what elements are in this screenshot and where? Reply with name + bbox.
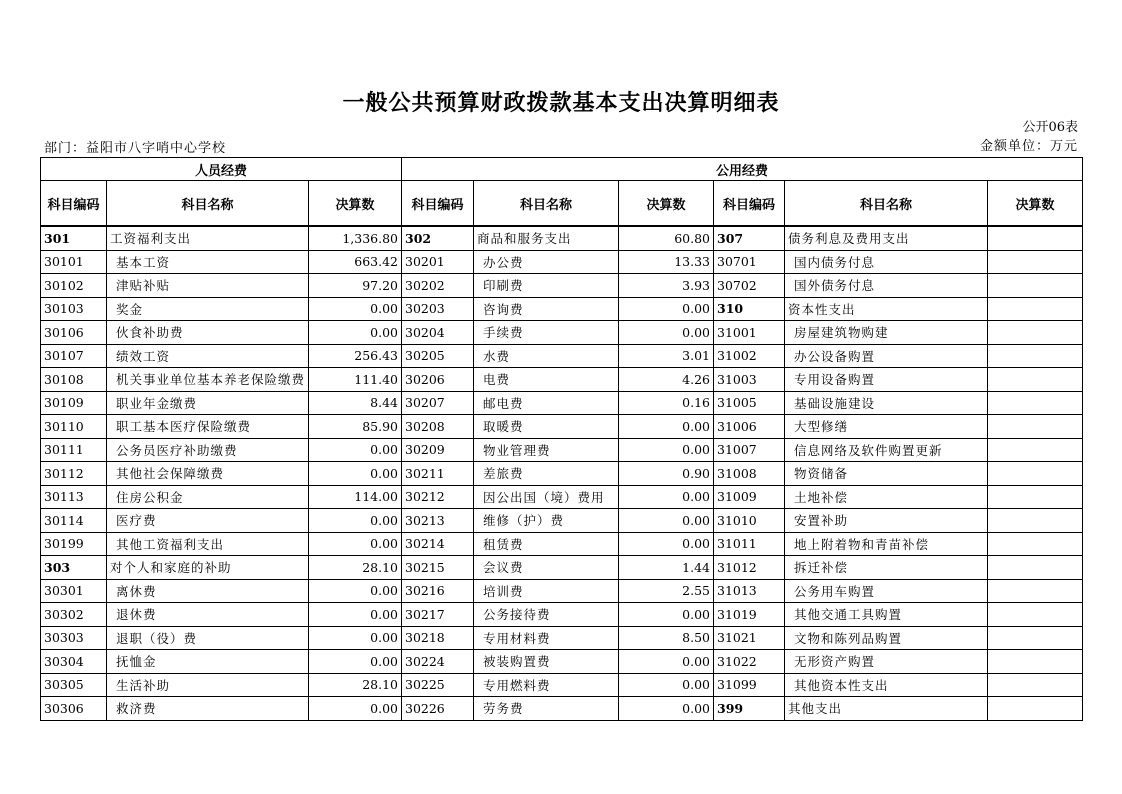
subject-code-cell: 30208 [402, 415, 474, 439]
amount-cell [988, 697, 1083, 721]
group-header-row [41, 158, 1083, 181]
column-header-row [41, 181, 1083, 227]
subject-code-cell: 30106 [41, 321, 107, 345]
subject-name-cell: 津贴补贴 [107, 274, 309, 298]
subject-name-cell: 生活补助 [107, 673, 309, 697]
amount-cell [988, 415, 1083, 439]
amount-cell: 0.00 [619, 532, 714, 556]
col-header-name: 科目名称 [474, 181, 619, 227]
subject-code-cell: 30218 [402, 626, 474, 650]
table-row [41, 673, 1083, 697]
subject-code-cell: 30212 [402, 485, 474, 509]
amount-cell [988, 509, 1083, 533]
subject-name-cell: 会议费 [474, 556, 619, 580]
subject-name-cell: 差旅费 [474, 462, 619, 486]
subject-code-cell: 30213 [402, 509, 474, 533]
amount-cell: 0.00 [619, 673, 714, 697]
subject-name-cell: 国内债务付息 [785, 250, 988, 274]
subject-code-cell: 30214 [402, 532, 474, 556]
table-row [41, 297, 1083, 321]
group-header-personnel: 人员经费 [41, 158, 402, 181]
subject-code-cell: 30225 [402, 673, 474, 697]
table-row [41, 391, 1083, 415]
subject-name-cell: 租赁费 [474, 532, 619, 556]
subject-code-cell: 30108 [41, 368, 107, 392]
subject-name-cell: 安置补助 [785, 509, 988, 533]
table-row [41, 697, 1083, 721]
amount-cell [988, 274, 1083, 298]
subject-code-cell: 31019 [714, 603, 785, 627]
subject-name-cell: 文物和陈列品购置 [785, 626, 988, 650]
amount-cell [988, 438, 1083, 462]
subject-code-cell: 30304 [41, 650, 107, 674]
subject-code-cell: 30101 [41, 250, 107, 274]
amount-cell: 0.16 [619, 391, 714, 415]
subject-code-cell: 30305 [41, 673, 107, 697]
amount-cell: 28.10 [309, 673, 402, 697]
amount-cell [988, 485, 1083, 509]
subject-name-cell: 其他支出 [785, 697, 988, 721]
amount-cell [988, 368, 1083, 392]
subject-code-cell: 30224 [402, 650, 474, 674]
amount-cell: 1.44 [619, 556, 714, 580]
subject-code-cell: 31003 [714, 368, 785, 392]
amount-cell: 1,336.80 [309, 226, 402, 250]
amount-cell: 0.00 [619, 509, 714, 533]
subject-code-cell: 30226 [402, 697, 474, 721]
subject-code-cell: 30110 [41, 415, 107, 439]
table-row [41, 485, 1083, 509]
subject-code-cell: 31001 [714, 321, 785, 345]
subject-name-cell: 咨询费 [474, 297, 619, 321]
amount-cell: 0.00 [309, 626, 402, 650]
subject-name-cell: 专用材料费 [474, 626, 619, 650]
subject-code-cell: 30216 [402, 579, 474, 603]
amount-cell: 13.33 [619, 250, 714, 274]
subject-name-cell: 其他工资福利支出 [107, 532, 309, 556]
subject-code-cell: 30301 [41, 579, 107, 603]
subject-name-cell: 抚恤金 [107, 650, 309, 674]
amount-cell: 0.00 [619, 438, 714, 462]
amount-cell: 0.00 [619, 321, 714, 345]
subject-code-cell: 30201 [402, 250, 474, 274]
amount-cell: 0.00 [309, 438, 402, 462]
table-row [41, 226, 1083, 250]
subject-name-cell: 公务接待费 [474, 603, 619, 627]
amount-cell [988, 532, 1083, 556]
subject-code-cell: 30306 [41, 697, 107, 721]
subject-name-cell: 被装购置费 [474, 650, 619, 674]
subject-name-cell: 工资福利支出 [107, 226, 309, 250]
amount-cell: 0.00 [309, 321, 402, 345]
col-header-amount: 决算数 [619, 181, 714, 227]
subject-name-cell: 国外债务付息 [785, 274, 988, 298]
form-number: 公开06表 [1022, 120, 1078, 135]
amount-unit-label: 金额单位：万元 [979, 139, 1078, 154]
amount-cell: 8.50 [619, 626, 714, 650]
subject-code-cell: 30112 [41, 462, 107, 486]
table-row [41, 509, 1083, 533]
table-row [41, 274, 1083, 298]
subject-code-cell: 30207 [402, 391, 474, 415]
subject-code-cell: 310 [714, 297, 785, 321]
subject-name-cell: 退职（役）费 [107, 626, 309, 650]
amount-cell: 0.00 [619, 297, 714, 321]
amount-cell: 0.00 [619, 485, 714, 509]
col-header-code: 科目编码 [41, 181, 107, 227]
subject-code-cell: 31006 [714, 415, 785, 439]
group-header-public: 公用经费 [402, 158, 1083, 181]
subject-name-cell: 邮电费 [474, 391, 619, 415]
subject-name-cell: 伙食补助费 [107, 321, 309, 345]
amount-cell: 111.40 [309, 368, 402, 392]
subject-name-cell: 办公费 [474, 250, 619, 274]
subject-code-cell: 30204 [402, 321, 474, 345]
amount-cell [988, 297, 1083, 321]
table-row [41, 532, 1083, 556]
subject-name-cell: 债务利息及费用支出 [785, 226, 988, 250]
subject-name-cell: 奖金 [107, 297, 309, 321]
subject-name-cell: 退休费 [107, 603, 309, 627]
subject-code-cell: 301 [41, 226, 107, 250]
subject-name-cell: 劳务费 [474, 697, 619, 721]
amount-cell: 0.00 [619, 650, 714, 674]
subject-name-cell: 基础设施建设 [785, 391, 988, 415]
col-header-code: 科目编码 [402, 181, 474, 227]
amount-cell [988, 626, 1083, 650]
subject-code-cell: 30102 [41, 274, 107, 298]
subject-name-cell: 其他社会保障缴费 [107, 462, 309, 486]
subject-name-cell: 水费 [474, 344, 619, 368]
subject-name-cell: 专用燃料费 [474, 673, 619, 697]
department-label: 部门：益阳市八字哨中心学校 [44, 141, 227, 156]
subject-name-cell: 无形资产购置 [785, 650, 988, 674]
subject-name-cell: 专用设备购置 [785, 368, 988, 392]
subject-name-cell: 救济费 [107, 697, 309, 721]
amount-cell: 0.00 [309, 532, 402, 556]
amount-cell: 0.00 [309, 579, 402, 603]
amount-cell: 3.01 [619, 344, 714, 368]
subject-name-cell: 拆迁补偿 [785, 556, 988, 580]
amount-cell: 2.55 [619, 579, 714, 603]
subject-name-cell: 离休费 [107, 579, 309, 603]
subject-name-cell: 基本工资 [107, 250, 309, 274]
subject-name-cell: 对个人和家庭的补助 [107, 556, 309, 580]
subject-code-cell: 30303 [41, 626, 107, 650]
table-row [41, 415, 1083, 439]
subject-code-cell: 303 [41, 556, 107, 580]
subject-code-cell: 31007 [714, 438, 785, 462]
subject-code-cell: 31005 [714, 391, 785, 415]
amount-cell: 0.00 [309, 509, 402, 533]
amount-cell: 0.00 [309, 697, 402, 721]
col-header-name: 科目名称 [785, 181, 988, 227]
table-row [41, 579, 1083, 603]
subject-code-cell: 30205 [402, 344, 474, 368]
subject-code-cell: 399 [714, 697, 785, 721]
amount-cell: 97.20 [309, 274, 402, 298]
amount-cell: 0.90 [619, 462, 714, 486]
subject-name-cell: 取暖费 [474, 415, 619, 439]
subject-code-cell: 30206 [402, 368, 474, 392]
amount-cell [988, 603, 1083, 627]
subject-name-cell: 培训费 [474, 579, 619, 603]
table-row [41, 438, 1083, 462]
expenditure-table [40, 157, 1083, 721]
amount-cell: 0.00 [619, 415, 714, 439]
col-header-code: 科目编码 [714, 181, 785, 227]
amount-cell: 8.44 [309, 391, 402, 415]
subject-name-cell: 公务用车购置 [785, 579, 988, 603]
table-row [41, 603, 1083, 627]
table-row [41, 626, 1083, 650]
subject-code-cell: 31022 [714, 650, 785, 674]
subject-name-cell: 商品和服务支出 [474, 226, 619, 250]
subject-name-cell: 大型修缮 [785, 415, 988, 439]
subject-code-cell: 31011 [714, 532, 785, 556]
amount-cell: 256.43 [309, 344, 402, 368]
amount-cell [988, 250, 1083, 274]
amount-cell: 663.42 [309, 250, 402, 274]
subject-code-cell: 307 [714, 226, 785, 250]
subject-name-cell: 资本性支出 [785, 297, 988, 321]
subject-code-cell: 30113 [41, 485, 107, 509]
subject-code-cell: 31002 [714, 344, 785, 368]
subject-name-cell: 维修（护）费 [474, 509, 619, 533]
subject-code-cell: 31013 [714, 579, 785, 603]
amount-cell [988, 321, 1083, 345]
amount-cell: 0.00 [619, 697, 714, 721]
subject-name-cell: 信息网络及软件购置更新 [785, 438, 988, 462]
subject-code-cell: 30302 [41, 603, 107, 627]
subject-name-cell: 电费 [474, 368, 619, 392]
subject-code-cell: 31008 [714, 462, 785, 486]
subject-code-cell: 30217 [402, 603, 474, 627]
subject-code-cell: 30107 [41, 344, 107, 368]
subject-name-cell: 职工基本医疗保险缴费 [107, 415, 309, 439]
subject-name-cell: 机关事业单位基本养老保险缴费 [107, 368, 309, 392]
amount-cell [988, 462, 1083, 486]
subject-code-cell: 30701 [714, 250, 785, 274]
amount-cell [988, 344, 1083, 368]
amount-cell: 60.80 [619, 226, 714, 250]
amount-cell [988, 673, 1083, 697]
table-row [41, 368, 1083, 392]
subject-code-cell: 30199 [41, 532, 107, 556]
subject-code-cell: 31009 [714, 485, 785, 509]
amount-cell [988, 650, 1083, 674]
subject-code-cell: 30111 [41, 438, 107, 462]
amount-cell: 0.00 [619, 603, 714, 627]
amount-cell: 0.00 [309, 650, 402, 674]
amount-cell: 0.00 [309, 297, 402, 321]
subject-name-cell: 房屋建筑物购建 [785, 321, 988, 345]
subject-code-cell: 31021 [714, 626, 785, 650]
subject-name-cell: 土地补偿 [785, 485, 988, 509]
subject-name-cell: 绩效工资 [107, 344, 309, 368]
subject-code-cell: 30215 [402, 556, 474, 580]
amount-cell [988, 226, 1083, 250]
subject-code-cell: 30114 [41, 509, 107, 533]
amount-cell: 0.00 [309, 603, 402, 627]
subject-code-cell: 30109 [41, 391, 107, 415]
subject-name-cell: 地上附着物和青苗补偿 [785, 532, 988, 556]
amount-cell [988, 579, 1083, 603]
subject-code-cell: 31012 [714, 556, 785, 580]
table-row [41, 556, 1083, 580]
subject-code-cell: 30209 [402, 438, 474, 462]
table-row [41, 650, 1083, 674]
amount-cell: 3.93 [619, 274, 714, 298]
subject-name-cell: 物业管理费 [474, 438, 619, 462]
subject-code-cell: 30211 [402, 462, 474, 486]
subject-code-cell: 30103 [41, 297, 107, 321]
amount-cell: 28.10 [309, 556, 402, 580]
amount-cell: 0.00 [309, 462, 402, 486]
subject-name-cell: 物资储备 [785, 462, 988, 486]
subject-code-cell: 30203 [402, 297, 474, 321]
table-row [41, 344, 1083, 368]
subject-name-cell: 其他资本性支出 [785, 673, 988, 697]
subject-name-cell: 医疗费 [107, 509, 309, 533]
col-header-amount: 决算数 [309, 181, 402, 227]
amount-cell [988, 391, 1083, 415]
subject-code-cell: 30202 [402, 274, 474, 298]
subject-code-cell: 30702 [714, 274, 785, 298]
subject-code-cell: 302 [402, 226, 474, 250]
subject-name-cell: 职业年金缴费 [107, 391, 309, 415]
subject-name-cell: 住房公积金 [107, 485, 309, 509]
table-row [41, 321, 1083, 345]
subject-name-cell: 其他交通工具购置 [785, 603, 988, 627]
table-row [41, 250, 1083, 274]
subject-name-cell: 办公设备购置 [785, 344, 988, 368]
amount-cell [988, 556, 1083, 580]
amount-cell: 85.90 [309, 415, 402, 439]
col-header-amount: 决算数 [988, 181, 1083, 227]
subject-code-cell: 31099 [714, 673, 785, 697]
subject-name-cell: 公务员医疗补助缴费 [107, 438, 309, 462]
table-row [41, 462, 1083, 486]
page-title: 一般公共预算财政拨款基本支出决算明细表 [342, 90, 780, 116]
subject-name-cell: 手续费 [474, 321, 619, 345]
subject-code-cell: 31010 [714, 509, 785, 533]
subject-name-cell: 印刷费 [474, 274, 619, 298]
subject-name-cell: 因公出国（境）费用 [474, 485, 619, 509]
amount-cell: 4.26 [619, 368, 714, 392]
amount-cell: 114.00 [309, 485, 402, 509]
col-header-name: 科目名称 [107, 181, 309, 227]
